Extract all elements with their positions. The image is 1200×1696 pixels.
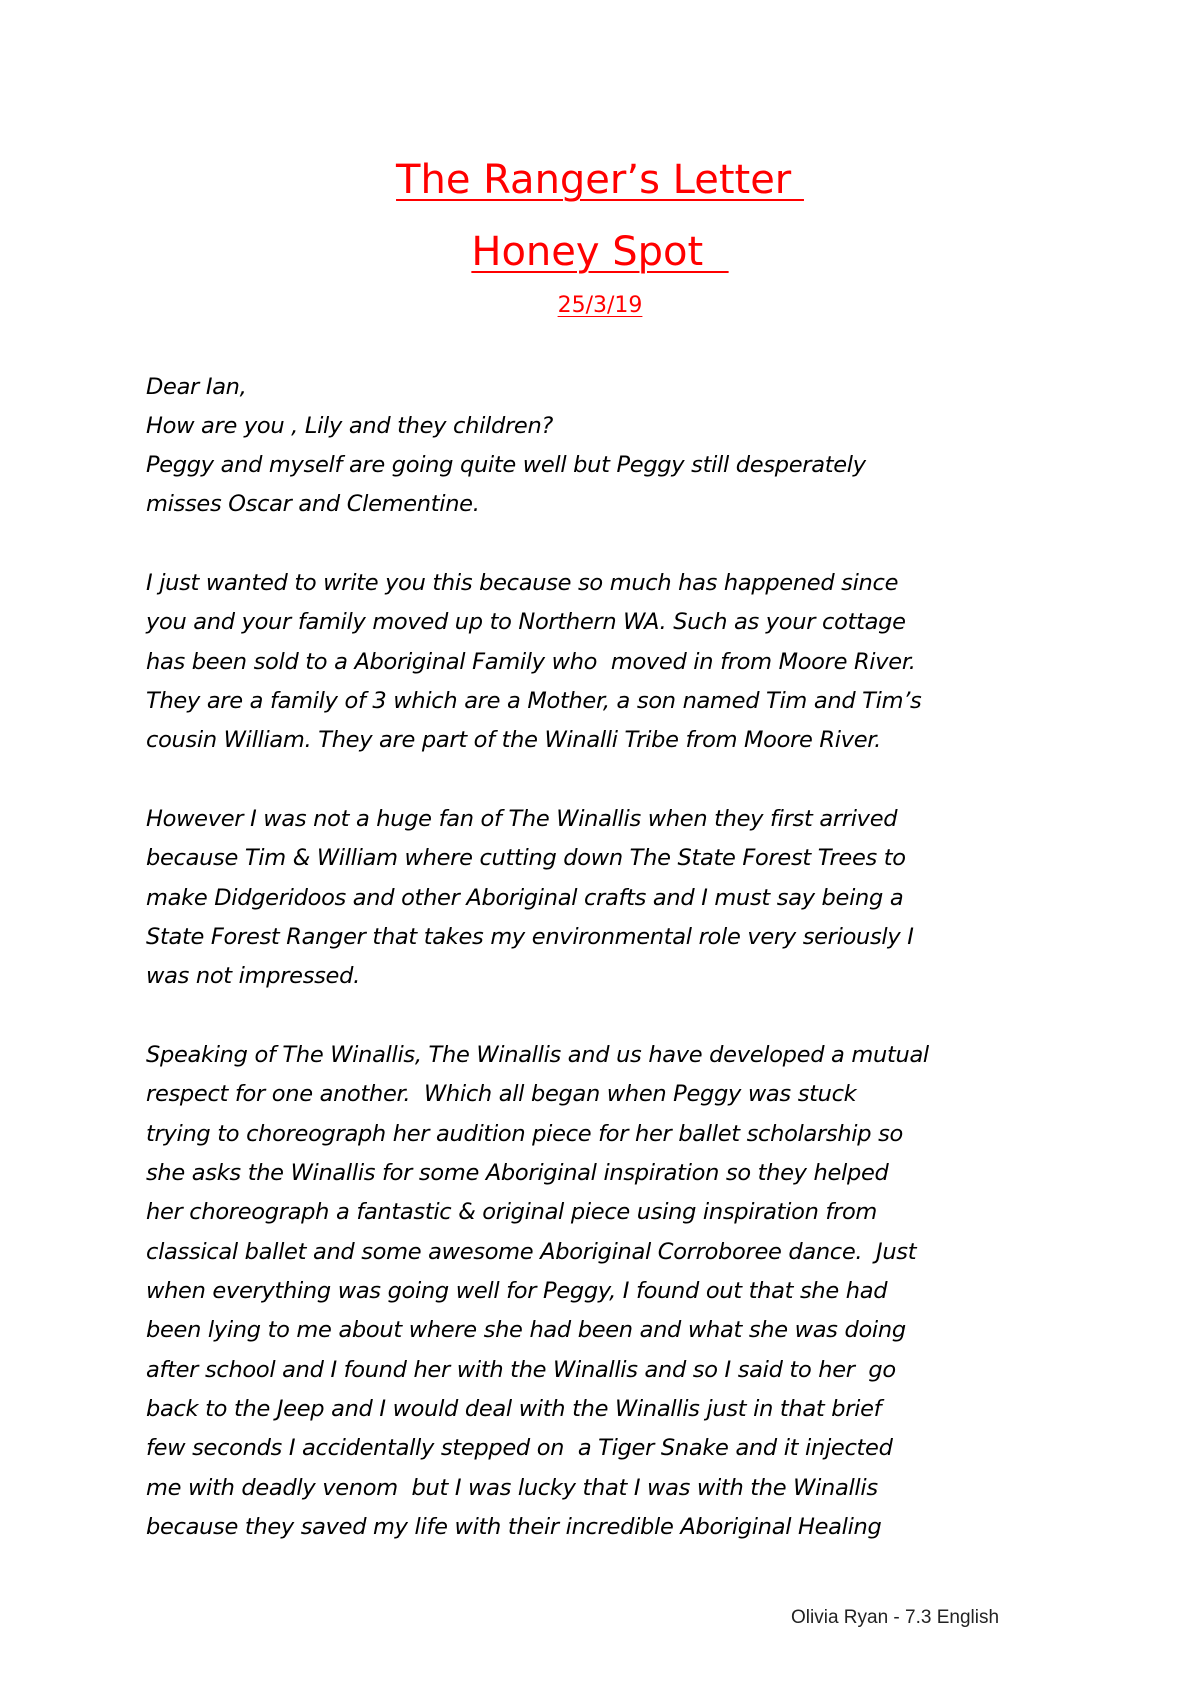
letter-title: The Ranger’s Letter [396,157,804,203]
letter-line: was not impressed. [146,963,360,989]
letter-line: back to the Jeep and I would deal with the Winallis just in that brief [146,1396,882,1422]
letter-line: because Tim & William where cutting down The State Forest Trees to [146,845,906,871]
letter-line: How are you , Lily and they children? [146,413,554,439]
letter-line: been lying to me about where she had been and what she was doing [146,1317,906,1343]
page-footer: Olivia Ryan - 7.3 English [791,1607,1000,1628]
letter-line: her choreograph a fantastic & original piece using inspiration from [146,1199,878,1225]
letter-line: classical ballet and some awesome Aboriginal Corroboree dance. Just [146,1239,917,1265]
letter-line: has been sold to a Aboriginal Family who moved in from Moore River. [146,649,916,675]
letter-line: make Didgeridoos and other Aboriginal crafts and I must say being a [146,885,904,911]
letter-line: cousin William. They are part of the Winalli Tribe from Moore River. [146,727,882,753]
letter-line: after school and I found her with the Winallis and so I said to her go [146,1357,896,1383]
letter-date: 25/3/19 [557,293,643,318]
letter-line: trying to choreograph her audition piece for her ballet scholarship so [146,1121,903,1147]
letter-line: Speaking of The Winallis, The Winallis and us have developed a mutual [146,1042,929,1068]
letter-line: State Forest Ranger that takes my environmental role very seriously I [146,924,914,950]
letter-subtitle: Honey Spot [471,229,729,275]
letter-line: you and your family moved up to Northern WA. Such as your cottage [146,609,906,635]
letter-line: when everything was going well for Peggy, I found out that she had [146,1278,888,1304]
letter-line: I just wanted to write you this because so much has happened since [146,570,899,596]
letter-line: respect for one another. Which all began when Peggy was stuck [146,1081,857,1107]
letter-line: They are a family of 3 which are a Mother, a son named Tim and Tim’s [146,688,922,714]
letter-line: she asks the Winallis for some Aboriginal inspiration so they helped [146,1160,889,1186]
letter-line: However I was not a huge fan of The Winallis when they first arrived [146,806,898,832]
letter-line: because they saved my life with their incredible Aboriginal Healing [146,1514,882,1540]
letter-line: Dear Ian, [146,374,247,400]
letter-line: Peggy and myself are going quite well but Peggy still desperately [146,452,866,478]
letter-line: few seconds I accidentally stepped on a Tiger Snake and it injected [146,1435,893,1461]
letter-line: me with deadly venom but I was lucky that I was with the Winallis [146,1475,878,1501]
letter-line: misses Oscar and Clementine. [146,491,480,517]
